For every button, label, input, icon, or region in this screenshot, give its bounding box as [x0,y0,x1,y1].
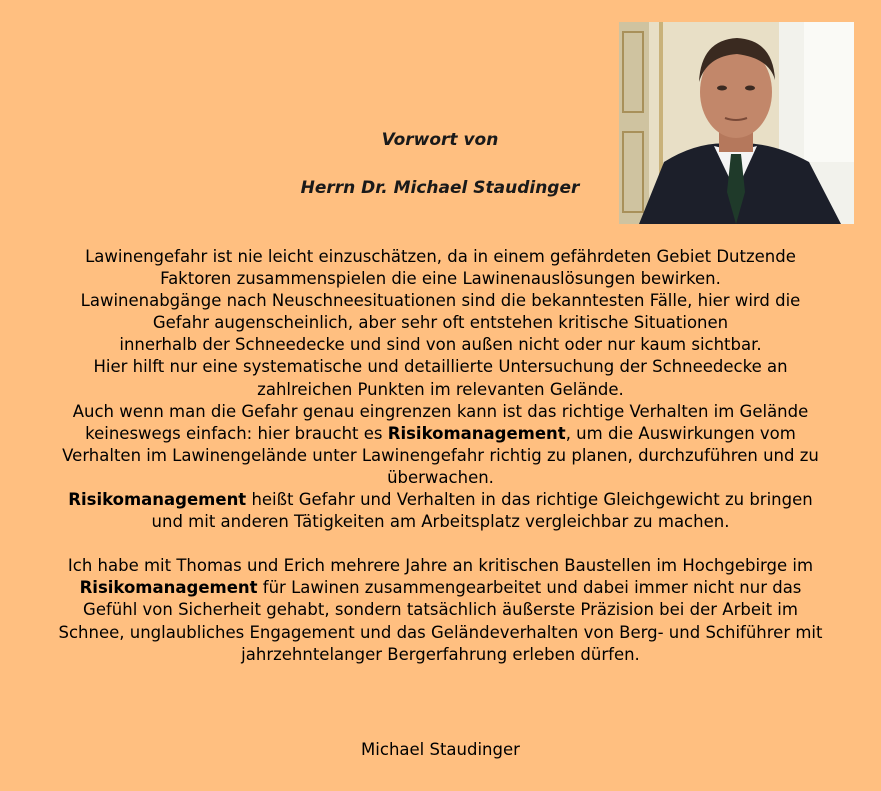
foreword-body [14,246,867,666]
text-span: für Lawinen zusammengearbeitet und dabei immer nicht nur das [257,578,802,598]
text-line [14,423,867,445]
text-line: überwachen. [387,467,494,487]
text-span: heißt Gefahr und Verhalten in das richtige Gleichgewicht zu bringen [246,490,813,510]
text-line: innerhalb der Schneedecke und sind von außen nicht oder nur kaum sichtbar. [119,335,762,355]
text-line: Lawinenabgänge nach Neuschneesituationen sind die bekanntesten Fälle, hier wird die [80,291,801,311]
text-line: Lawinengefahr ist nie leicht einzuschätzen, da in einem gefährdeten Gebiet Dutzende [85,247,796,266]
text-line: Gefahr augenscheinlich, aber sehr oft entstehen kritische Situationen [152,313,729,333]
signature: Michael Staudinger [361,740,520,759]
bold-term: Risikomanagement [79,578,258,598]
text-line: Schnee, unglaubliches Engagement und das Geländeverhalten von Berg- und Schiführer mit [58,622,823,642]
text-line: jahrzehntelanger Bergerfahrung erleben dürfen. [241,644,640,664]
text-line: Hier hilft nur eine systematische und detaillierte Untersuchung der Schneedecke an [93,357,788,377]
bold-term: Risikomanagement [68,490,247,510]
text-line: und mit anderen Tätigkeiten am Arbeitsplatz vergleichbar zu machen. [151,512,730,532]
text-line [14,489,867,511]
bold-term: Risikomanagement [387,423,566,443]
text-line: Verhalten im Lawinengelände unter Lawinengefahr richtig zu planen, durchzuführen und zu [62,445,819,465]
text-line: Ich habe mit Thomas und Erich mehrere Jahre an kritischen Baustellen im Hochgebirge im [67,556,814,576]
text-line: Auch wenn man die Gefahr genau eingrenzen kann ist das richtige Verhalten im Gelände [72,401,809,421]
author-portrait-photo [619,22,854,224]
text-line: Faktoren zusammenspielen die eine Lawinenauslösungen bewirken. [160,269,721,289]
heading-author: Herrn Dr. Michael Staudinger [300,178,580,198]
heading-vorwort: Vorwort von [381,130,499,150]
text-span: keineswegs einfach: hier braucht es [85,423,388,443]
text-line: Gefühl von Sicherheit gehabt, sondern tatsächlich äußerste Präzision bei der Arbeit im [83,600,798,620]
text-line [14,577,867,599]
text-line: zahlreichen Punkten im relevanten Gelände. [257,379,624,399]
text-span: , um die Auswirkungen vom [565,423,796,443]
